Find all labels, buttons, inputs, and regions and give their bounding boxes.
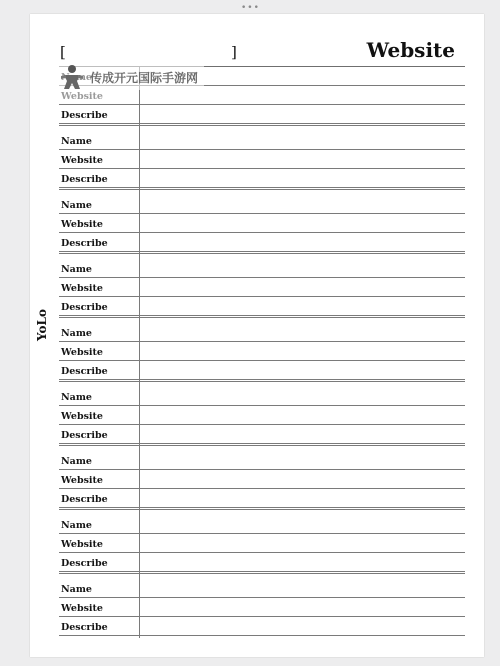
field-label: Name — [61, 136, 92, 147]
page-title: Website — [366, 38, 455, 62]
entry-row-website[interactable] — [59, 342, 465, 361]
group-rule — [59, 573, 465, 574]
entry-row-website[interactable] — [59, 598, 465, 617]
entry-row-name[interactable] — [59, 515, 465, 534]
entry-row-name[interactable] — [59, 259, 465, 278]
field-label: Name — [61, 264, 92, 275]
entry-group — [59, 510, 465, 574]
field-label: Describe — [61, 238, 108, 249]
entry-row-describe[interactable] — [59, 425, 465, 444]
entry-group — [59, 190, 465, 254]
entry-row-describe[interactable] — [59, 169, 465, 188]
field-label: Website — [61, 283, 103, 294]
entry-group — [59, 126, 465, 190]
group-rule — [59, 189, 465, 190]
field-label: Describe — [61, 174, 108, 185]
field-label: Describe — [61, 366, 108, 377]
entry-row-describe[interactable] — [59, 297, 465, 316]
field-label: Describe — [61, 622, 108, 633]
group-rule — [59, 445, 465, 446]
window-drag-handle[interactable]: ••• — [241, 3, 260, 13]
field-label: Website — [61, 155, 103, 166]
field-label: Website — [61, 539, 103, 550]
field-label: Describe — [61, 302, 108, 313]
entry-row-name[interactable] — [59, 131, 465, 150]
field-label: Describe — [61, 110, 108, 121]
field-label: Name — [61, 520, 92, 531]
field-label: Website — [61, 603, 103, 614]
watermark-text: 传成开元国际手游网 — [90, 70, 199, 85]
entry-group — [59, 446, 465, 510]
entry-row-website[interactable] — [59, 534, 465, 553]
entry-row-website[interactable] — [59, 214, 465, 233]
group-rule — [59, 253, 465, 254]
header-bracket-close: ] — [231, 43, 237, 61]
entry-row-website[interactable] — [59, 278, 465, 297]
field-label: Name — [61, 584, 92, 595]
field-label: Name — [61, 456, 92, 467]
entry-group — [59, 574, 465, 638]
entry-group — [59, 382, 465, 446]
entry-row-describe[interactable] — [59, 489, 465, 508]
entry-group — [59, 318, 465, 382]
group-rule — [59, 509, 465, 510]
entry-row-name[interactable] — [59, 323, 465, 342]
entry-row-name[interactable] — [59, 387, 465, 406]
field-label: Website — [61, 411, 103, 422]
entry-row-name[interactable] — [59, 195, 465, 214]
field-label: Name — [61, 200, 92, 211]
field-label: Name — [61, 392, 92, 403]
entry-row-website[interactable] — [59, 150, 465, 169]
field-label: Website — [61, 347, 103, 358]
group-rule — [59, 317, 465, 318]
entry-row-describe[interactable] — [59, 361, 465, 380]
entry-group — [59, 254, 465, 318]
entry-row-website[interactable] — [59, 470, 465, 489]
header-bracket-open: [ — [60, 43, 66, 61]
entry-row-name[interactable] — [59, 579, 465, 598]
entry-row-describe[interactable] — [59, 553, 465, 572]
field-label: Website — [61, 475, 103, 486]
group-rule — [59, 125, 465, 126]
field-label: Describe — [61, 558, 108, 569]
figure-logo-icon — [58, 64, 86, 90]
entry-row-name[interactable] — [59, 451, 465, 470]
notebook-page — [30, 14, 484, 657]
group-rule — [59, 381, 465, 382]
field-label: Website — [61, 91, 103, 102]
entry-list — [59, 67, 465, 638]
field-label: Describe — [61, 494, 108, 505]
entry-row-describe[interactable] — [59, 105, 465, 124]
entry-row-website[interactable] — [59, 406, 465, 425]
field-label: Website — [61, 219, 103, 230]
side-label: YoLo — [35, 309, 49, 341]
field-label: Describe — [61, 430, 108, 441]
entry-row-describe[interactable] — [59, 617, 465, 636]
field-label: Name — [61, 328, 92, 339]
entry-row-describe[interactable] — [59, 233, 465, 252]
watermark — [58, 64, 204, 90]
